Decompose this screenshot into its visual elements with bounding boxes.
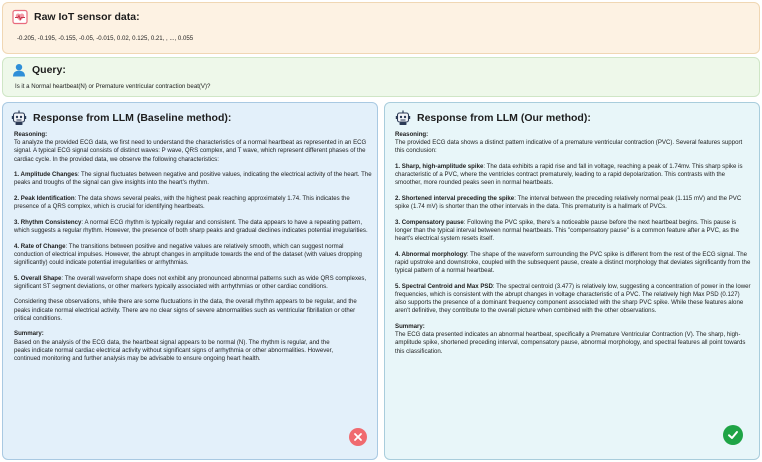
baseline-response-panel (2, 102, 378, 460)
query-text: Is it a Normal heartbeat(N) or Premature ventricular contraction beat(V)? (15, 83, 211, 90)
robot-icon (395, 110, 411, 126)
query-panel (2, 57, 760, 97)
ours-point: 4. Abnormal morphology: The shape of the waveform surrounding the PVC spike is different from the rest of the ECG signal. The rapid upstroke and downstroke, coupled with the subsequent pause, create a distinct morphology that deviates significantly from the typical pattern of a normal heartbeat. (395, 250, 751, 275)
ours-response-panel (384, 102, 760, 460)
x-icon (349, 428, 367, 446)
baseline-point: 4. Rate of Change: The transitions between positive and negative values are relatively smooth, which can suggest normal conduction of electrical impulses. However, the abrupt changes in amplitude towards the end of the dataset (with values dropping significantly) could indicate potential irregularities or arrhythmias. (14, 242, 362, 266)
ours-point: 2. Shortened interval preceding the spike: The interval between the preceding relatively normal peak (1.115 mV) and the PVC spike (1.74 mV) is shorter than the other intervals in the data. This prematurity is a hallmark of PVCs. (395, 195, 742, 211)
ours-body (395, 131, 751, 356)
robot-icon (11, 110, 27, 126)
baseline-header (11, 110, 231, 126)
raw-data-panel (2, 2, 760, 54)
baseline-summary: Based on the analysis of the ECG data, the heartbeat signal appears to be normal (N). The rhythm is regular, and the peaks indicate normal cardiac electrical activity without significant signs of arrhythmia or other abnormalities. However, continued monitoring and further analysis may be advisable to ensure ongoing heart health. (14, 338, 334, 362)
reasoning-label: Reasoning: (395, 131, 429, 138)
reasoning-label: Reasoning: (14, 131, 48, 138)
check-icon (723, 425, 743, 445)
ours-summary: The ECG data presented indicates an abnormal heartbeat, specifically a Premature Ventricular Contraction (V). The sharp, high-amplitude spike, shortened preceding interval, compensatory pause, abnormal morphology, and spectral features all point towards this classification. (395, 331, 746, 355)
ours-point: 1. Sharp, high-amplitude spike: The data exhibits a rapid rise and fall in voltage, reaching a peak of 1.74mv. This sharp spike is characteristic of a PVC, where the ventricles contract prematurely, leading to a rapid depolarization. This contrasts with the smoother, more rounded peaks seen in normal heartbeats. (395, 163, 743, 187)
baseline-point: 5. Overall Shape: The overall waveform shape does not exhibit any pronounced abnormal patterns such as wide QRS complexes, significant ST segment deviations, or other markers typically associated with arrhythmias or other cardiac conditions. (14, 274, 367, 290)
user-icon (12, 63, 26, 77)
ours-header (395, 110, 591, 126)
ours-intro: The provided ECG data shows a distinct pattern indicative of a premature ventricular contraction (PVC). Several features support this conclusion: (395, 139, 743, 155)
summary-label: Summary: (14, 330, 44, 338)
ours-title: Response from LLM (Our method): (417, 112, 591, 124)
raw-data-title: Raw IoT sensor data: (34, 11, 140, 23)
baseline-point: 2. Peak Identification: The data shows several peaks, with the highest peak reaching approximately 1.74. This indicates the presence of a QRS complex, which is crucial for identifying heartbeats. (14, 195, 350, 211)
query-header (12, 63, 66, 77)
baseline-title: Response from LLM (Baseline method): (33, 112, 232, 124)
baseline-consideration: Considering these observations, while there are some fluctuations in the data, the overall rhythm appears to be regular, and the peaks indicate normal electrical activity. There are no clear signs of severe abnormalities such as ventricular fibrillation or other critical conditions. (14, 298, 357, 322)
raw-data-header (12, 9, 140, 25)
summary-label: Summary: (395, 323, 425, 330)
raw-data-values: -0.205, -0.195, -0.155, -0.05, -0.015, 0.02, 0.125, 0.21, , ..., 0.055 (17, 35, 194, 42)
baseline-body (14, 131, 372, 363)
ours-point: 3. Compensatory pause: Following the PVC spike, there's a noticeable pause before the next heartbeat begins. This pause is longer than the typical interval between normal heartbeats. This "compensatory pause" is a common feature after a PVC, as the heart's electrical system resets itself. (395, 218, 739, 243)
ours-point: 5. Spectral Centroid and Max PSD: The spectral centroid (3.477) is relatively low, suggesting a concentration of power in the lower frequencies, which is consistent with the abrupt changes in voltage characteristic of a PVC. The relatively high Max PSD (0.127) also supports the presence of a dominant frequency component associated with the sharp PVC spike. While these features alone aren't definitive, they contribute to the overall picture when combined with the other observations. (395, 282, 751, 315)
baseline-point: 1. Amplitude Changes: The signal fluctuates between negative and positive values, indicating the electrical activity of the heart. The peaks and troughs of the signal can give insights into the heart's rhythm. (14, 171, 372, 187)
baseline-intro: To analyze the provided ECG data, we first need to understand the characteristics of a normal heartbeat as represented in an ECG signal. A typical ECG signal consists of distinct waves: P wave, QRS complex, and T wave, which represent different phases of the cardiac cycle. In the provided data, we observe the following characteristics: (14, 139, 367, 163)
heart-monitor-icon (12, 9, 28, 25)
baseline-point: 3. Rhythm Consistency: A normal ECG rhythm is typically regular and consistent. The data appears to have a repeating pattern, which suggests a regular rhythm. However, the presence of both sharp peaks and gradual declines indicates potential irregularities. (14, 218, 368, 234)
query-title: Query: (32, 64, 66, 76)
